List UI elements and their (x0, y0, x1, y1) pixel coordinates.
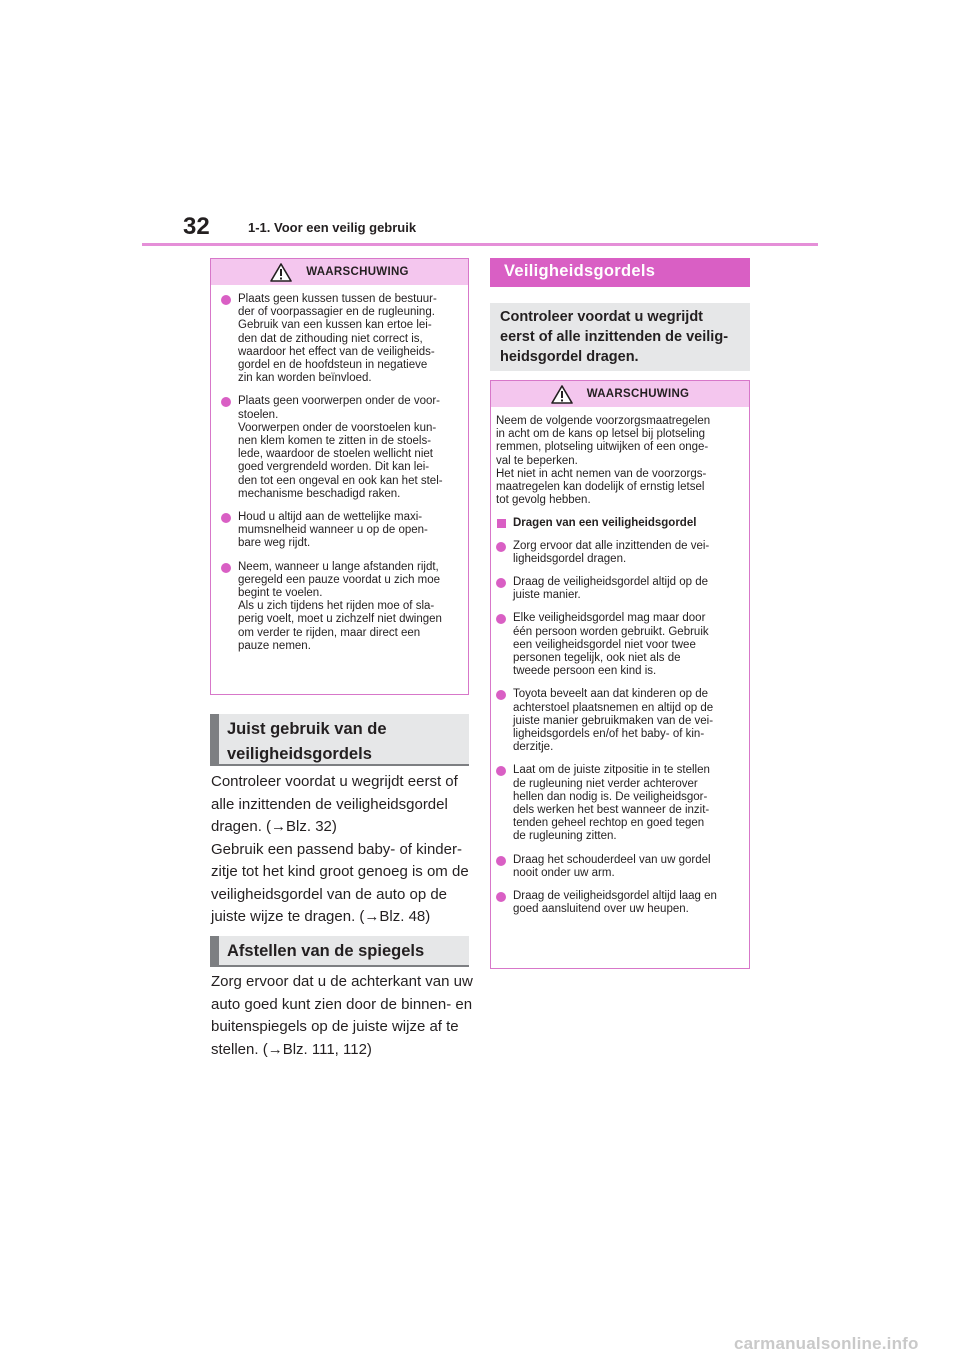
warning-bullet: Plaats geen voorwerpen onder de voor- stoelen. Voorwerpen onder de voorstoelen kun- nen klem komen te zitten in de stoels- lede, waardoor de stoelen wellicht niet goed vergrendeld worden. Dit kan lei- den tot een ongeval en ook kan het stel- mechanisme beschadigd raken. (221, 395, 456, 501)
warning-title: WAARSCHUWING (586, 388, 690, 400)
warning-bullet: Zorg ervoor dat alle inzittenden de vei- ligheidsgordel dragen. (496, 540, 737, 566)
section-title-seatbelt-use: Juist gebruik van de veiligheidsgordels (210, 714, 469, 766)
warning-subheading: Dragen van een veiligheidsgordel (496, 517, 737, 530)
warning-bullet: Toyota beveelt aan dat kinderen op de achterstoel plaatsnemen en altijd op de juiste manier gebruikmaken van de vei- ligheidsgordels en/of het baby- of kin- derzitje. (496, 688, 737, 754)
warning-body (211, 285, 468, 663)
warning-bullet: Draag de veiligheidsgordel altijd laag en goed aansluitend over uw heupen. (496, 890, 737, 916)
right-column-title: Veiligheidsgordels (490, 258, 750, 287)
warning-title: WAARSCHUWING (306, 266, 409, 278)
intro-text: Controleer voordat u wegrijdt eerst of alle inzittenden de veilig- heidsgordel dragen. (500, 309, 729, 365)
mirrors-text: Zorg ervoor dat u de achterkant van uw auto goed kunt zien door de binnen- en buitenspiegels op de juiste wijze af te stellen. (→Blz. 111, 112) (211, 973, 473, 1058)
right-column-intro (490, 303, 750, 371)
warning-bullet: Neem, wanneer u lange afstanden rijdt, geregeld een pauze voordat u zich moe begint te voelen. Als u zich tijdens het rijden moe of sla- perig voelt, moet u zichzelf niet dwingen om verder te rijden, maar direct een pauze nemen. (221, 561, 456, 653)
warning-triangle-icon (551, 385, 573, 404)
page-number: 32 (183, 213, 210, 240)
warning-bullet: Elke veiligheidsgordel mag maar door één persoon worden gebruikt. Gebruik een veiligheidsgordel niet voor twee personen tegelijk, ook niet als de tweede persoon een kind is. (496, 612, 737, 678)
header-rule (142, 243, 818, 246)
watermark: carmanualsonline.info (734, 1334, 919, 1353)
section-header: 1-1. Voor een veilig gebruik (248, 220, 417, 235)
warning-bullet: Plaats geen kussen tussen de bestuur- der of voorpassagier en de rugleuning. Gebruik van een kussen kan ertoe lei- den dat de zithouding niet correct is, waardoor het effect van de veiligheids- gordel en de hoofdsteun in negatieve zin kan worden beïnvloed. (221, 293, 456, 385)
warning-box-left (210, 258, 469, 695)
section-title-mirrors: Afstellen van de spiegels (210, 936, 469, 967)
warning-bullet: Laat om de juiste zitpositie in te stellen de rugleuning niet verder achterover hellen dan nodig is. De veiligheidsgor- dels werken het best wanneer de inzit- tenden geheel rechtop en goed tegen de rugleuning zitten. (496, 764, 737, 843)
warning-bullet: Houd u altijd aan de wettelijke maxi- mumsnelheid wanneer u op de open- bare weg rijdt. (221, 511, 456, 551)
warning-body (491, 407, 749, 927)
warning-header (491, 381, 749, 407)
warning-bullet: Draag de veiligheidsgordel altijd op de juiste manier. (496, 576, 737, 602)
warning-intro: Neem de volgende voorzorgsmaatregelen in acht om de kans op letsel bij plotseling remmen, plotseling uitwijken of een onge- val te beperken. Het niet in acht nemen van de voorzorgs- maatregelen kan dodelijk of ernstig letsel tot gevolg hebben. (496, 415, 711, 507)
warning-box-right (490, 380, 750, 969)
warning-bullet: Draag het schouderdeel van uw gordel nooit onder uw arm. (496, 854, 737, 880)
warning-header (211, 259, 468, 285)
seatbelt-use-text: Controleer voordat u wegrijdt eerst of alle inzittenden de veiligheidsgordel dragen. (→Blz. 32) Gebruik een passend baby- of kinder- zitje tot het kind groot genoeg is om de veiligheidsgordel van de auto op de juiste wijze te dragen. (→Blz. 48) (211, 773, 469, 925)
warning-triangle-icon (270, 263, 292, 282)
